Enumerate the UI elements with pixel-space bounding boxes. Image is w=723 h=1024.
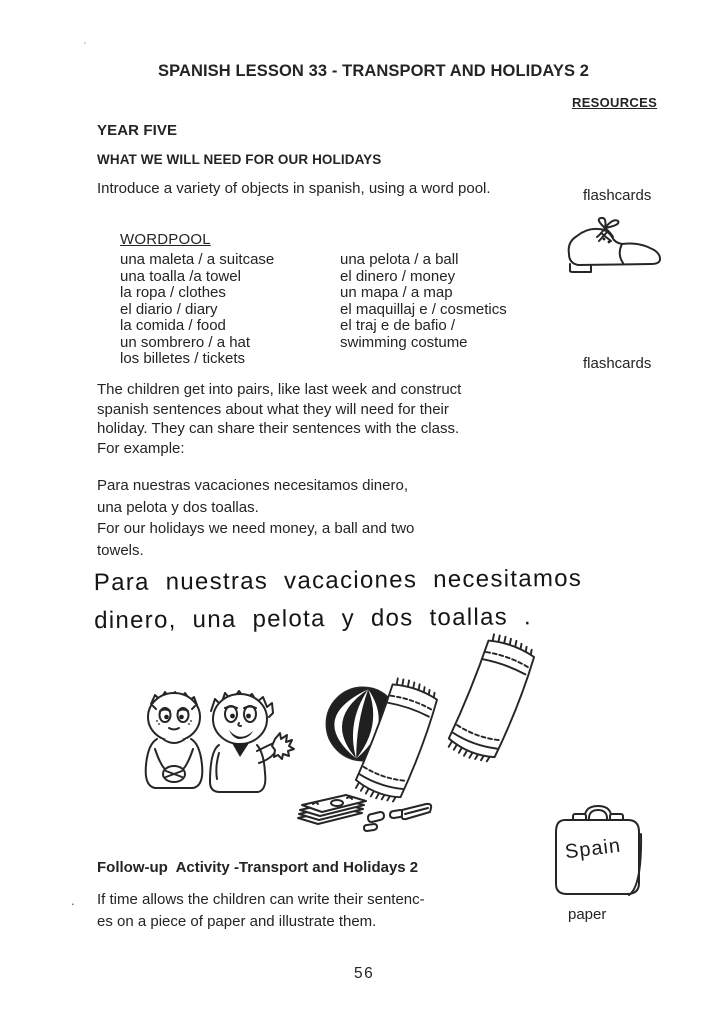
example-line: For our holidays we need money, a ball and two (97, 520, 415, 537)
flashcards-label-top: flashcards (583, 187, 652, 204)
section-heading: WHAT WE WILL NEED FOR OUR HOLIDAYS (97, 152, 382, 167)
example-line: towels. (97, 541, 144, 559)
activity-paragraph (97, 380, 461, 458)
paragraph-line: holiday. They can share their sentences with the class. (97, 420, 460, 437)
followup-line: es on a piece of paper and illustrate them. (97, 912, 377, 930)
wordpool-column-1 (120, 252, 274, 368)
wordpool-item: swimming costume (340, 333, 468, 351)
handwritten-line: dinero, una pelota y dos toallas . (94, 603, 533, 635)
wordpool-item: una toalla /a towel (120, 267, 241, 285)
flashcards-label-bottom: flashcards (583, 355, 652, 372)
paragraph-line: spanish sentences about what they will need for their (97, 400, 449, 418)
paragraph-line: The children get into pairs, like last week and construct (97, 381, 462, 398)
example-sentences (97, 475, 414, 561)
children-icon (133, 686, 290, 816)
wordpool-column-2 (340, 252, 507, 351)
wordpool-heading: WORDPOOL (120, 231, 211, 248)
wordpool-item: los billetes / tickets (120, 350, 246, 367)
scan-speck (84, 42, 86, 44)
wordpool-item: el diario / diary (120, 300, 218, 318)
wordpool-item: un mapa / a map (340, 284, 453, 301)
followup-paragraph (97, 889, 425, 932)
year-heading: YEAR FIVE (97, 122, 178, 139)
paper-label: paper (568, 906, 607, 923)
page-number: 56 (354, 965, 375, 982)
shoe-icon (561, 216, 667, 274)
example-line: Para nuestras vacaciones necesitamos dinero, (97, 477, 409, 494)
towel-icon (432, 626, 552, 772)
intro-text: Introduce a variety of objects in spanish, using a word pool. (97, 180, 491, 197)
paragraph-line: For example: (97, 439, 185, 457)
page-title: SPANISH LESSON 33 - TRANSPORT AND HOLIDAYS 2 (157, 62, 590, 80)
resources-heading: RESOURCES (572, 95, 658, 110)
example-line: una pelota y dos toallas. (97, 498, 259, 516)
wordpool-item: el traj e de bafio / (340, 317, 456, 334)
wordpool-item: el maquillaj e / cosmetics (340, 300, 507, 318)
wordpool-item: una pelota / a ball (340, 251, 459, 268)
followup-heading: Follow-up Activity -Transport and Holidays 2 (97, 859, 419, 876)
followup-line: If time allows the children can write their sentenc- (97, 891, 425, 908)
wordpool-item: un sombrero / a hat (120, 333, 251, 351)
stray-mark: . (71, 893, 75, 908)
wordpool-item: la comida / food (120, 317, 226, 334)
wordpool-item: una maleta / a suitcase (120, 251, 275, 268)
handwritten-line: Para nuestras vacaciones necesitamos (93, 564, 583, 597)
handwritten-sentence (94, 560, 583, 640)
wordpool-item: la ropa / clothes (120, 284, 226, 301)
money-icon (294, 789, 436, 834)
suitcase-label: Spain (563, 834, 623, 864)
wordpool-item: el dinero / money (340, 267, 456, 285)
suitcase-icon (549, 800, 647, 900)
